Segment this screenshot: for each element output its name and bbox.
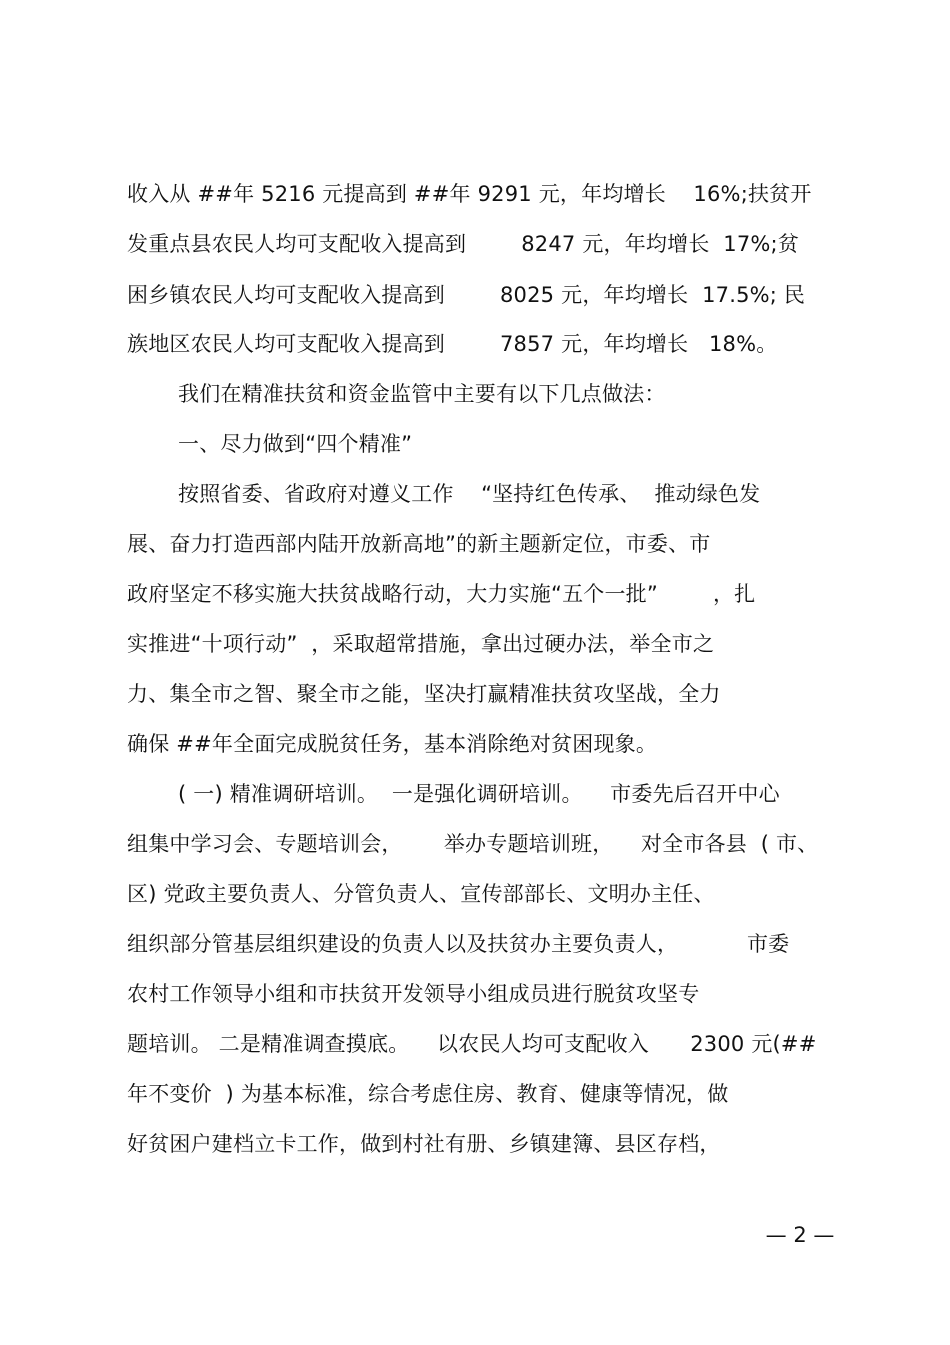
page-number: — 2 — <box>765 1223 835 1247</box>
text-line: 农村工作领导小组和市扶贫开发领导小组成员进行脱贫攻坚专 <box>127 982 700 1006</box>
text-line: 困乡镇农民人均可支配收入提高到 8025 元，年均增长 17.5%; 民 <box>127 283 806 307</box>
text-line: 组织部分管基层组织建设的负责人以及扶贫办主要负责人， 市委 <box>127 932 790 956</box>
text-line: ( 一) 精准调研培训。 一是强化调研培训。 市委先后召开中心 <box>178 782 780 806</box>
text-line: 题培训。 二是精准调查摸底。 以农民人均可支配收入 2300 元(## <box>127 1032 817 1056</box>
text-line: 力、集全市之智、聚全市之能，坚决打赢精准扶贫攻坚战，全力 <box>127 682 721 706</box>
text-line: 好贫困户建档立卡工作，做到村社有册、乡镇建簿、县区存档， <box>127 1132 721 1156</box>
text-line: 实推进“十项行动” ，采取超常措施，拿出过硬办法，举全市之 <box>127 632 715 656</box>
text-line: 区) 党政主要负责人、分管负责人、宣传部部长、文明办主任、 <box>127 882 715 906</box>
text-line: 展、奋力打造西部内陆开放新高地”的新主题新定位，市委、市 <box>127 532 711 556</box>
text-line: 收入从 ##年 5216 元提高到 ##年 9291 元，年均增长 16%;扶贫开 <box>127 182 812 206</box>
text-line: 确保 ##年全面完成脱贫任务，基本消除绝对贫困现象。 <box>127 732 658 756</box>
text-line: 组集中学习会、专题培训会， 举办专题培训班， 对全市各县 ( 市、 <box>127 832 819 856</box>
text-line: 发重点县农民人均可支配收入提高到 8247 元，年均增长 17%;贫 <box>127 232 800 256</box>
section-heading: 一、尽力做到“四个精准” <box>178 432 413 456</box>
text-line: 我们在精准扶贫和资金监管中主要有以下几点做法： <box>178 382 666 406</box>
text-line: 按照省委、省政府对遵义工作 “坚持红色传承、 推动绿色发 <box>178 482 761 506</box>
text-line: 族地区农民人均可支配收入提高到 7857 元，年均增长 18%。 <box>127 332 778 356</box>
text-line: 年不变价 ) 为基本标准，综合考虑住房、教育、健康等情况，做 <box>127 1082 729 1106</box>
text-line: 政府坚定不移实施大扶贫战略行动，大力实施“五个一批” ，扎 <box>127 582 756 606</box>
